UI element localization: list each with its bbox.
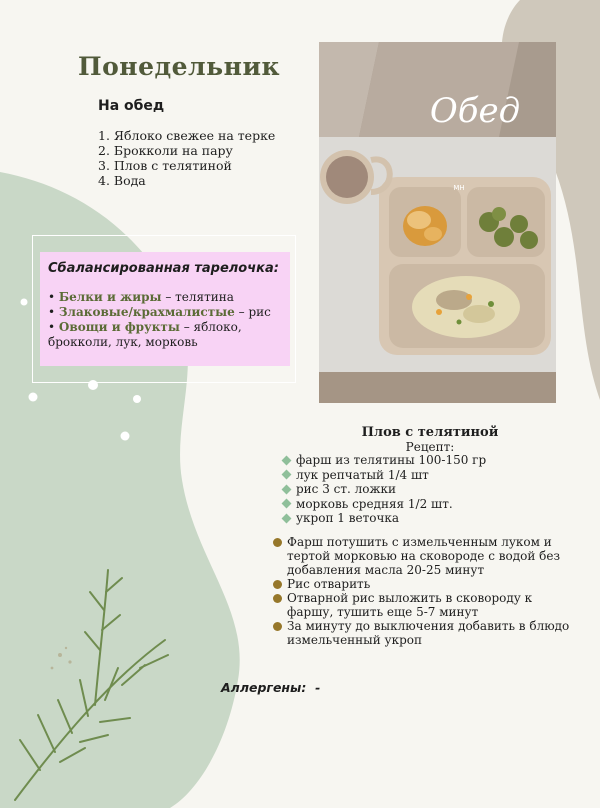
- step-item: [272, 591, 572, 619]
- ingredient-item: [281, 453, 486, 468]
- balanced-item-sep: –: [161, 290, 176, 304]
- balanced-item: • Белки и жиры – телятина: [48, 290, 234, 304]
- balanced-item-key: Белки и жиры: [58, 290, 162, 304]
- menu-list: [98, 128, 275, 188]
- decor-dot: [29, 393, 38, 402]
- plate-logo: MH: [453, 184, 465, 192]
- balanced-item: • Злаковые/крахмалистые – рис: [48, 305, 271, 319]
- ingredient-item: [281, 511, 486, 526]
- meal-photo: [319, 42, 556, 403]
- balanced-item-key: Овощи и фрукты: [58, 320, 180, 334]
- step-text: Рис отварить: [287, 577, 371, 591]
- decor-dot: [121, 432, 130, 441]
- circle-bullet-icon: [273, 594, 282, 603]
- balanced-item-value: телятина: [175, 290, 234, 304]
- decor-dot: [21, 299, 28, 306]
- balanced-item-key: Злаковые/крахмалистые: [58, 305, 235, 319]
- balanced-item-value: рис: [248, 305, 271, 319]
- circle-bullet-icon: [273, 538, 282, 547]
- diamond-bullet-icon: [282, 513, 292, 523]
- menu-item: 1. Яблоко свежее на терке: [98, 128, 276, 143]
- balanced-item-sep: –: [234, 305, 249, 319]
- step-item: [272, 577, 572, 591]
- balanced-plate-items: [48, 290, 282, 350]
- pilaf-portion: [412, 276, 520, 338]
- ingredient-text: фарш из телятины 100-150 гр: [296, 453, 487, 467]
- allergens-line: [221, 680, 320, 695]
- allergens-value: -: [315, 680, 321, 695]
- step-text: Отварной рис выложить в сковороду к фаршу, тушить еще 5-7 минут: [287, 591, 533, 619]
- apple-portion: [403, 206, 447, 246]
- step-item: [272, 535, 572, 577]
- diamond-bullet-icon: [282, 484, 292, 494]
- balanced-item-sep: –: [179, 320, 194, 334]
- ingredient-text: укроп 1 веточка: [296, 511, 400, 525]
- step-text: Фарш потушить с измельченным луком и тертой морковью на сковороде с водой без добавления масла 20-25 минут: [287, 535, 561, 577]
- photo-overlay-text: Обед: [429, 91, 521, 131]
- recipe-title: Плов с телятиной: [361, 425, 499, 440]
- ingredient-text: морковь средняя 1/2 шт.: [296, 496, 453, 511]
- balanced-item-value: яблоко, брокколи, лук, морковь: [48, 320, 242, 349]
- balanced-item: • Овощи и фрукты – яблоко, брокколи, лук, морковь: [48, 320, 242, 349]
- balanced-plate-title: Сбалансированная тарелочка:: [48, 261, 279, 276]
- ingredient-item: [281, 497, 486, 512]
- meal-subtitle: На обед: [98, 98, 165, 114]
- recipe-subtitle: Рецепт:: [405, 440, 455, 454]
- ingredient-item: [281, 468, 486, 483]
- menu-item: 4. Вода: [98, 173, 146, 188]
- ingredient-item: [281, 482, 486, 497]
- diamond-bullet-icon: [282, 470, 292, 480]
- decor-dot: [133, 395, 141, 403]
- ingredient-text: рис 3 ст. ложки: [296, 482, 397, 496]
- step-item: [272, 619, 572, 647]
- circle-bullet-icon: [273, 580, 282, 589]
- menu-item: 2. Брокколи на пару: [98, 143, 233, 158]
- allergens-label: Аллергены:: [221, 680, 307, 695]
- page-title: Понедельник: [78, 52, 281, 81]
- diamond-bullet-icon: [282, 455, 292, 465]
- circle-bullet-icon: [273, 622, 282, 631]
- steps-list: [272, 535, 572, 647]
- ingredient-text: лук репчатый 1/4 шт: [296, 467, 429, 482]
- diamond-bullet-icon: [282, 499, 292, 509]
- balanced-plate-box: [40, 252, 290, 366]
- step-text: За минуту до выключения добавить в блюдо измельченный укроп: [287, 619, 570, 647]
- menu-item: 3. Плов с телятиной: [98, 158, 232, 173]
- ingredients-list: [281, 453, 486, 526]
